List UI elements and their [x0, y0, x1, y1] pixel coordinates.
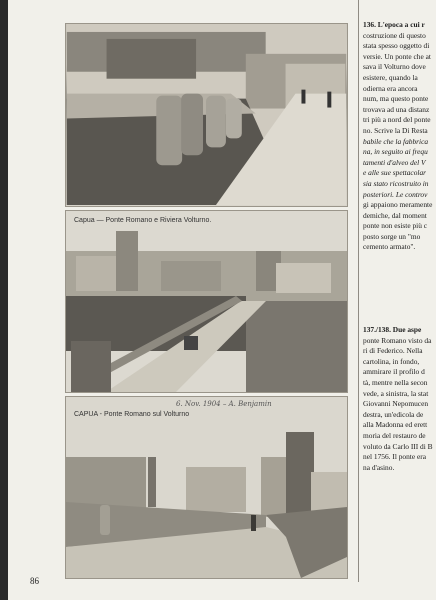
- caption-line: na d'asino.: [363, 462, 395, 472]
- photo-caption: Capua — Ponte Romano e Riviera Volturno.: [74, 217, 212, 224]
- caption-line: esistere, quando la: [363, 72, 418, 82]
- caption-line: odierna era ancora: [363, 83, 418, 93]
- caption-line: stata spesso oggetto di: [363, 41, 430, 51]
- caption-line: moria del restauro de: [363, 430, 426, 440]
- caption-line: trovava ad una distanz: [363, 104, 430, 114]
- photo-illustration: [66, 24, 347, 205]
- handwritten-note: 6. Nov. 1904 – A. Benjamin: [176, 400, 272, 408]
- caption-line: Giovanni Nepomucen: [363, 399, 429, 409]
- caption-line: cemento armato".: [363, 242, 416, 252]
- caption-line: ammirare il profilo d: [363, 367, 425, 377]
- caption-136: [363, 20, 436, 253]
- caption-line: posteriori. Le controv: [363, 189, 428, 199]
- photo-illustration: [66, 211, 347, 392]
- caption-line: ponte non esiste più c: [363, 221, 428, 231]
- caption-line: tà, mentre nella secon: [363, 377, 428, 387]
- caption-line: e alle sue spettacolar: [363, 168, 427, 178]
- caption-line: versie. Un ponte che at: [363, 51, 431, 61]
- caption-line: 136. L'epoca a cui r: [363, 20, 425, 29]
- caption-line: babile che la fabbrica: [363, 136, 429, 146]
- caption-line: ponte Romano visto da: [363, 335, 432, 345]
- caption-line: destra, un'edicola de: [363, 409, 424, 419]
- photo-ponte-riviera: [66, 211, 347, 392]
- photo-ponte-volturno: [66, 397, 347, 578]
- caption-line: 137./138. Due aspe: [363, 325, 422, 334]
- caption-line: demiche, dal moment: [363, 210, 427, 220]
- page-number: 86: [30, 576, 39, 586]
- caption-137-138: [363, 325, 436, 473]
- caption-line: sava il Volturno dove: [363, 62, 426, 72]
- caption-line: gi appaiono meramente: [363, 200, 433, 210]
- photo-illustration: [66, 397, 347, 578]
- caption-line: na, in seguito ai frequ: [363, 147, 428, 157]
- column-divider: [358, 0, 359, 582]
- caption-line: num, ma questo ponte: [363, 94, 429, 104]
- caption-line: vede, a sinistra, la stat: [363, 388, 429, 398]
- caption-line: no. Scrive la Di Resta: [363, 125, 428, 135]
- photo-ponte-romano-towers: [66, 24, 347, 206]
- photo-caption: CAPUA - Ponte Romano sul Volturno: [74, 411, 190, 418]
- caption-line: sia stato ricostruito in: [363, 178, 429, 188]
- caption-line: alla Madonna ed erett: [363, 420, 428, 430]
- caption-line: tamenti d'alveo del V: [363, 157, 426, 167]
- caption-line: nel 1756. Il ponte era: [363, 452, 427, 462]
- caption-line: posto sorge un "mo: [363, 231, 421, 241]
- caption-line: tri più a nord del ponte: [363, 115, 431, 125]
- caption-line: costruzione di questo: [363, 30, 426, 40]
- caption-line: ri di Federico. Nella: [363, 346, 423, 356]
- caption-line: voluto da Carlo III di B: [363, 441, 433, 451]
- caption-line: cartolina, in fondo,: [363, 356, 420, 366]
